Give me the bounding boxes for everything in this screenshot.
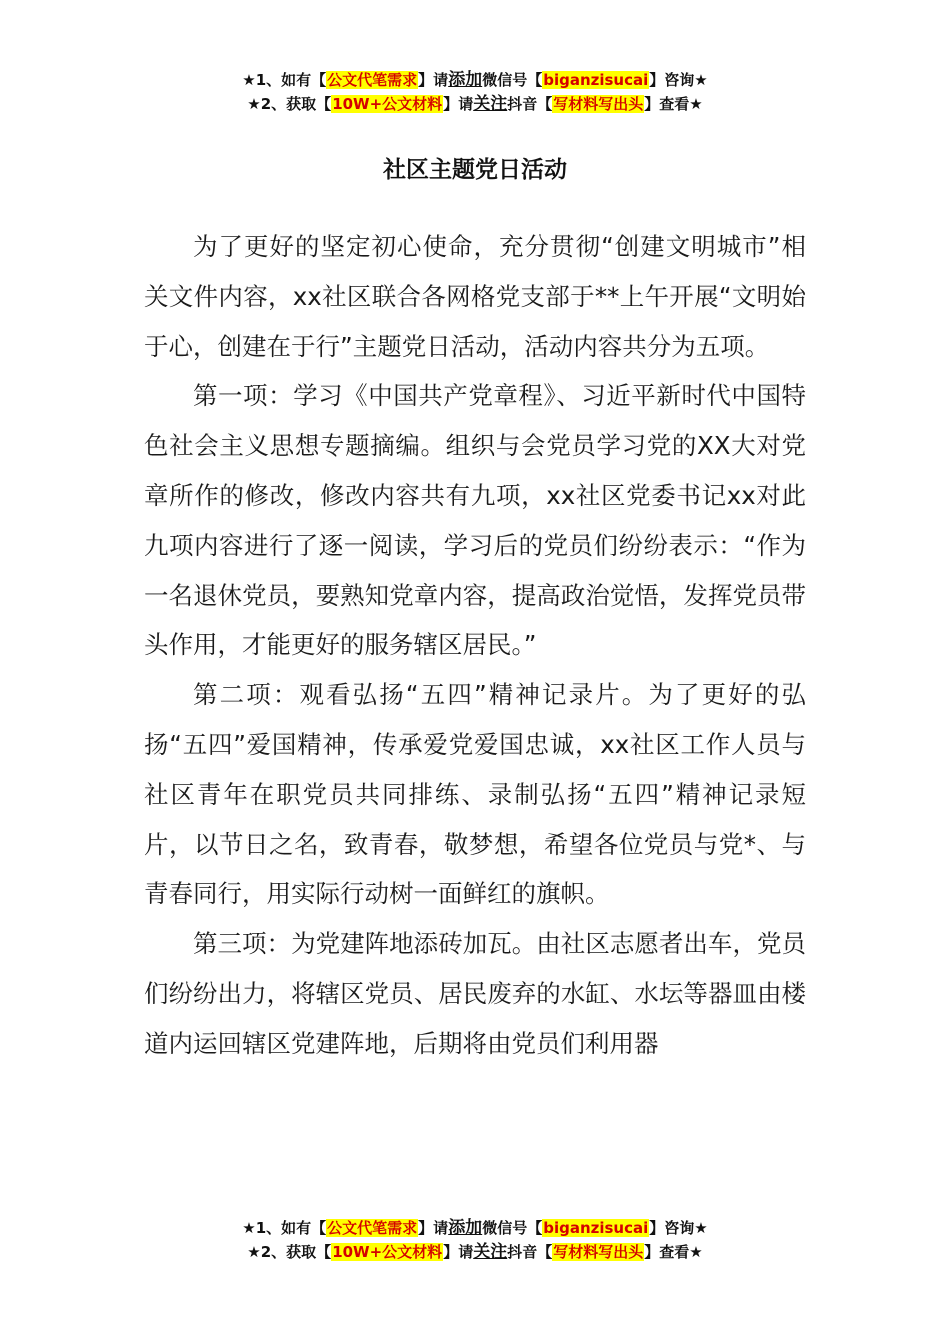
- highlight-wechat-id: biganzisucai: [543, 1219, 649, 1237]
- banner-text: 】请: [418, 71, 449, 89]
- banner-text: ★1、如有【: [242, 1219, 327, 1237]
- highlight-service: 公文代笔需求: [327, 71, 418, 89]
- highlight-douyin-id: 写材料写出头: [553, 95, 644, 113]
- banner-text: 微信号【: [482, 71, 543, 89]
- banner-text: 抖音【: [507, 1243, 553, 1261]
- underlined-text: 添加: [448, 70, 483, 90]
- underlined-text: 关注: [473, 1242, 508, 1262]
- banner-text: ★1、如有【: [242, 71, 327, 89]
- document-title: 社区主题党日活动: [383, 157, 567, 183]
- banner-text: 】咨询★: [649, 71, 708, 89]
- paragraph-item-1: 第一项：学习《中国共产党章程》、习近平新时代中国特色社会主义思想专题摘编。组织与会党员学习党的XX大对党章所作的修改，修改内容共有九项，xx社区党委书记xx对此九项内容进行了逐一阅读，学习后的党员们纷纷表示：“作为一名退休党员，要熟知党章内容，提高政治觉悟，发挥党员带头作用，才能更好的服务辖区居民。”: [144, 381, 806, 660]
- paragraph-item-2: 第二项：观看弘扬“五四”精神记录片。为了更好的弘扬“五四”爱国精神，传承爱党爱国忠诚，xx社区工作人员与社区青年在职党员共同排练、录制弘扬“五四”精神记录短片，以节日之名，致青春，敬梦想，希望各位党员与党*、与青春同行，用实际行动树一面鲜红的旗帜。: [144, 680, 806, 909]
- banner-text: 抖音【: [507, 95, 553, 113]
- underlined-text: 添加: [448, 1218, 483, 1238]
- banner-text: ★2、获取【: [247, 1243, 332, 1261]
- banner-line-2: [0, 1240, 950, 1264]
- highlight-service: 公文代笔需求: [327, 1219, 418, 1237]
- banner-text: 微信号【: [482, 1219, 543, 1237]
- banner-line-1: [0, 1216, 950, 1240]
- banner-text: 】请: [443, 95, 474, 113]
- header-banner: [0, 68, 950, 116]
- banner-text: 】请: [418, 1219, 449, 1237]
- banner-text: ★2、获取【: [247, 95, 332, 113]
- banner-text: 】查看★: [644, 1243, 703, 1261]
- banner-line-1: [0, 68, 950, 92]
- highlight-douyin-id: 写材料写出头: [553, 1243, 644, 1261]
- highlight-materials: 10W+公文材料: [332, 95, 443, 113]
- banner-text: 】查看★: [644, 95, 703, 113]
- footer-banner: [0, 1216, 950, 1264]
- banner-text: 】请: [443, 1243, 474, 1261]
- highlight-wechat-id: biganzisucai: [543, 71, 649, 89]
- document-body: [144, 222, 806, 1069]
- highlight-materials: 10W+公文材料: [332, 1243, 443, 1261]
- underlined-text: 关注: [473, 94, 508, 114]
- banner-text: 】咨询★: [649, 1219, 708, 1237]
- paragraph-item-3: 第三项：为党建阵地添砖加瓦。由社区志愿者出车，党员们纷纷出力，将辖区党员、居民废弃的水缸、水坛等器皿由楼道内运回辖区党建阵地，后期将由党员们利用器: [144, 929, 806, 1058]
- banner-line-2: [0, 92, 950, 116]
- paragraph-intro: 为了更好的坚定初心使命，充分贯彻“创建文明城市”相关文件内容，xx社区联合各网格党支部于**上午开展“文明始于心，创建在于行”主题党日活动，活动内容共分为五项。: [144, 232, 806, 361]
